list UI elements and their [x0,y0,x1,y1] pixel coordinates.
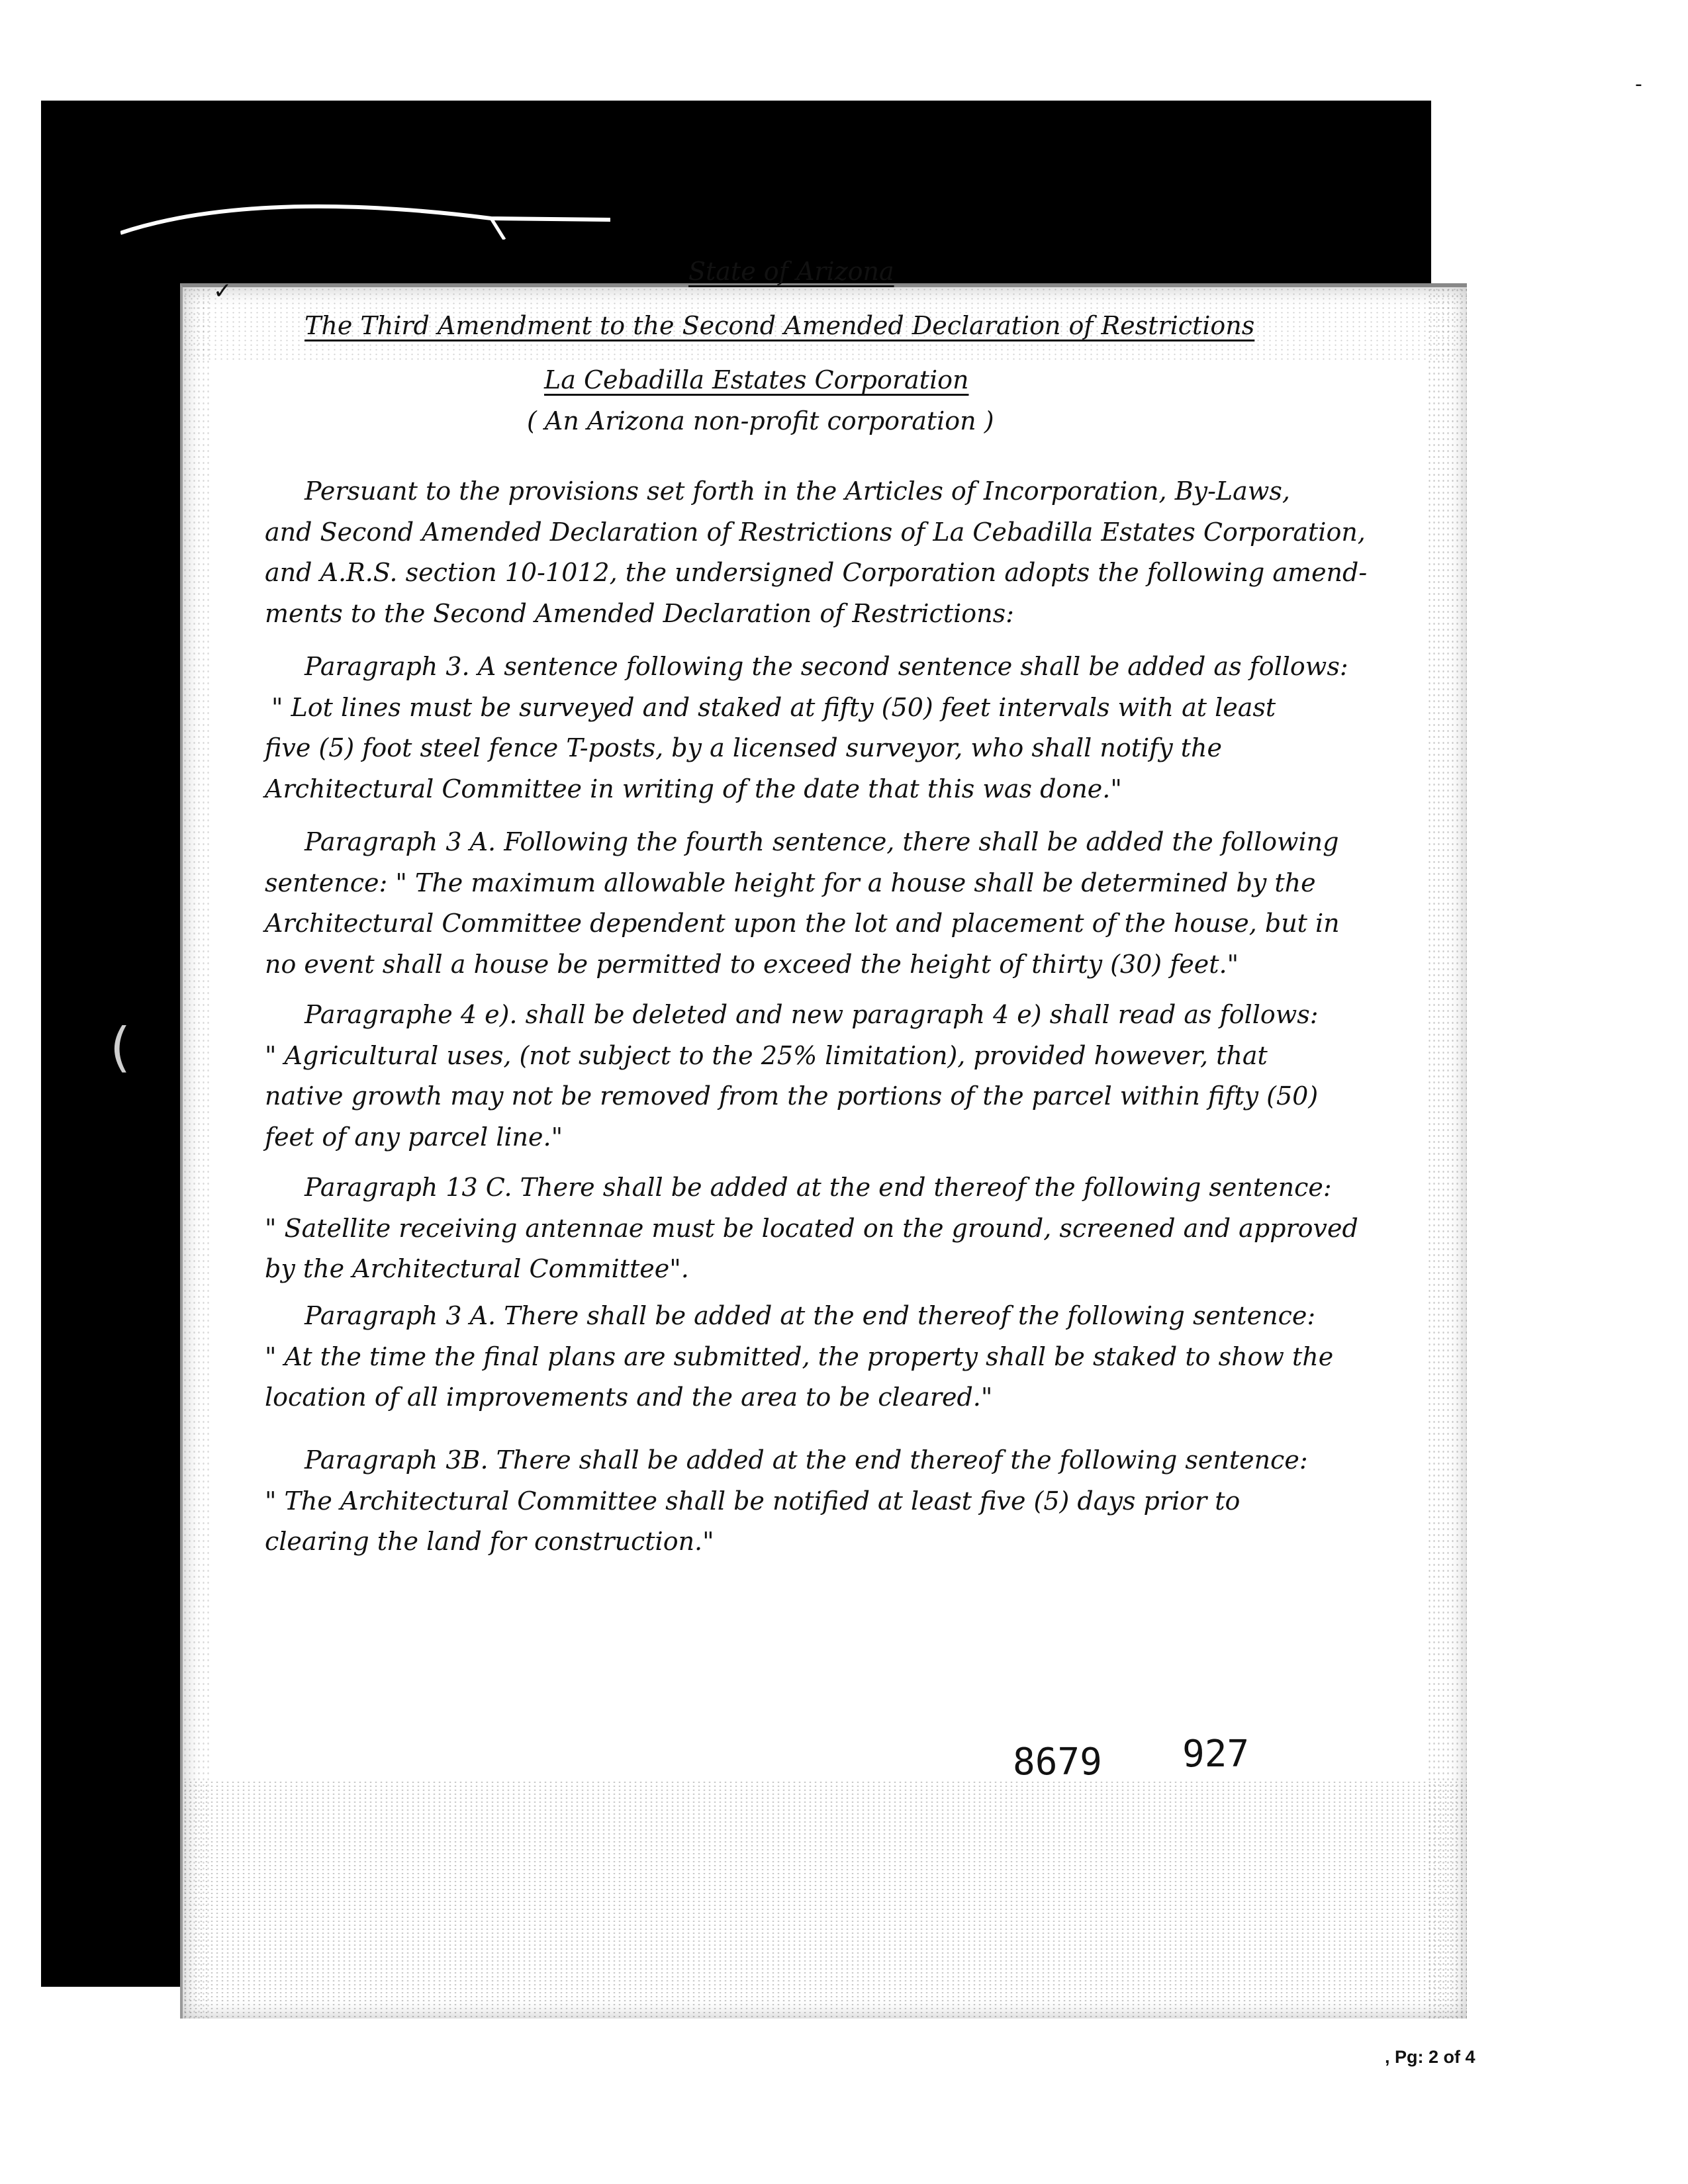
document-title: The Third Amendment to the Second Amended Declaration of Restrictions [305,311,1255,340]
amendment-paragraph-3b [265,1440,1430,1563]
paragraph-line: by the Architectural Committee". [265,1254,689,1283]
scan-noise-right [1427,287,1467,2019]
paragraph-line: and A.R.S. section 10-1012, the undersigned Corporation adopts the following amend- [265,558,1368,587]
scan-mark: ( [110,1017,131,1078]
paragraph-line: Paragraph 3. A sentence following the second sentence shall be added as follows: [305,652,1348,681]
scan-noise-bottom [183,1780,1467,2019]
corporation-type: ( An Arizona non-profit corporation ) [527,406,994,435]
torn-edge-mark [120,160,610,240]
paragraph-line: Persuant to the provisions set forth in the Articles of Incorporation, By-Laws, [305,477,1290,506]
paragraph-line: Paragraph 3 A. There shall be added at the end thereof the following sentence: [305,1301,1316,1330]
paragraph-line: sentence: " The maximum allowable height for a house shall be determined by the [265,868,1316,897]
paragraph-line: " Agricultural uses, (not subject to the 25% limitation), provided however, that [265,1040,1268,1070]
paragraph-line: Architectural Committee in writing of the date that this was done." [265,774,1122,803]
paragraph-line: feet of any parcel line." [265,1122,563,1152]
scan-mark: ✓ [213,278,232,304]
paragraph-line: Architectural Committee dependent upon the lot and placement of the house, but in [265,909,1340,938]
amendment-paragraph-13c [265,1167,1430,1290]
paragraph-line: location of all improvements and the area to be cleared." [265,1383,993,1412]
scan-noise-left [183,287,209,2019]
intro-paragraph [265,471,1430,634]
recording-page-number: 927 [1182,1733,1250,1776]
corporation-name: La Cebadilla Estates Corporation [544,365,969,394]
paragraph-line: and Second Amended Declaration of Restrictions of La Cebadilla Estates Corporation, [265,517,1366,547]
paragraph-line: " Lot lines must be surveyed and staked at fifty (50) feet intervals with at least [271,692,1276,722]
paragraph-line: " At the time the final plans are submitted, the property shall be staked to show the [265,1342,1334,1371]
amendment-paragraph-3 [265,647,1430,809]
recording-docket-number: 8679 [1013,1741,1102,1784]
paragraph-line: Paragraph 3 A. Following the fourth sentence, there shall be added the following [305,827,1339,856]
paragraph-line: five (5) foot steel fence T-posts, by a licensed surveyor, who shall notify the [265,733,1222,762]
paragraph-line: " The Architectural Committee shall be notified at least five (5) days prior to [265,1486,1241,1516]
paragraph-line: native growth may not be removed from the portions of the parcel within fifty (50) [265,1081,1319,1111]
paragraph-line: " Satellite receiving antennae must be located on the ground, screened and approved [265,1213,1358,1243]
paragraph-line: no event shall a house be permitted to exceed the height of thirty (30) feet." [265,949,1239,979]
paragraph-line: Paragraphe 4 e). shall be deleted and new paragraph 4 e) shall read as follows: [305,1000,1319,1029]
amendment-paragraph-3a-height [265,822,1430,985]
paragraph-line: ments to the Second Amended Declaration of Restrictions: [265,598,1014,628]
state-heading: State of Arizona [688,257,894,286]
page-indicator: , Pg: 2 of 4 [1385,2047,1476,2067]
scan-mark: - [1635,73,1642,96]
amendment-paragraph-4e [265,995,1430,1158]
paragraph-line: Paragraph 13 C. There shall be added at the end thereof the following sentence: [305,1173,1332,1202]
paragraph-line: clearing the land for construction." [265,1527,714,1556]
paragraph-line: Paragraph 3B. There shall be added at the end thereof the following sentence: [305,1445,1308,1475]
amendment-paragraph-3a-staking [265,1296,1430,1418]
